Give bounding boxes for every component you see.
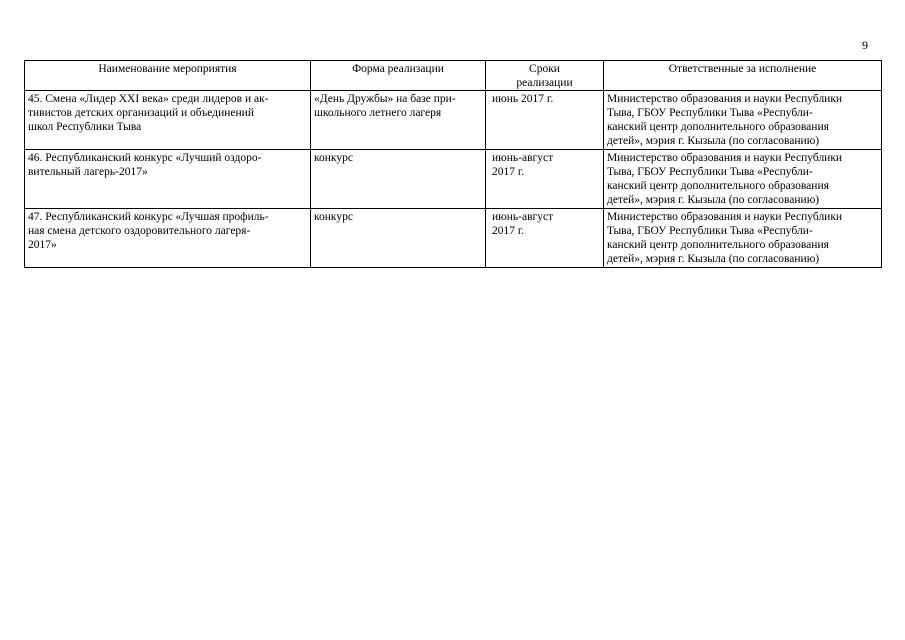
cell-form: «День Дружбы» на базе при- школьного летнего лагеря — [311, 91, 486, 150]
table-row — [25, 150, 882, 209]
header-event-name: Наименование мероприятия — [25, 61, 311, 91]
table-row — [25, 91, 882, 150]
cell-responsible: Министерство образования и науки Республики Тыва, ГБОУ Республики Тыва «Республи- канский центр дополнительного образования детей», мэрия г. Кызыла (по согласованию) — [604, 91, 882, 150]
page-number: 9 — [862, 38, 868, 52]
cell-responsible: Министерство образования и науки Республики Тыва, ГБОУ Республики Тыва «Республи- канский центр дополнительного образования детей», мэрия г. Кызыла (по согласованию) — [604, 150, 882, 209]
cell-term: июнь-август 2017 г. — [486, 209, 604, 268]
header-responsible: Ответственные за исполнение — [604, 61, 882, 91]
cell-term: июнь-август 2017 г. — [486, 150, 604, 209]
cell-event-name: 46. Республиканский конкурс «Лучший оздоро- вительный лагерь-2017» — [25, 150, 311, 209]
cell-form: конкурс — [311, 209, 486, 268]
table-row — [25, 209, 882, 268]
events-table — [24, 60, 882, 268]
cell-responsible: Министерство образования и науки Республики Тыва, ГБОУ Республики Тыва «Республи- канский центр дополнительного образования детей», мэрия г. Кызыла (по согласованию) — [604, 209, 882, 268]
cell-event-name: 45. Смена «Лидер XXI века» среди лидеров и ак- тивистов детских организаций и объединений школ Республики Тыва — [25, 91, 311, 150]
cell-event-name: 47. Республиканский конкурс «Лучшая профиль- ная смена детского оздоровительного лагеря- 2017» — [25, 209, 311, 268]
table-header-row — [25, 61, 882, 91]
cell-term: июнь 2017 г. — [486, 91, 604, 150]
cell-form: конкурс — [311, 150, 486, 209]
header-term: Сроки реализации — [486, 61, 604, 91]
header-form: Форма реализации — [311, 61, 486, 91]
